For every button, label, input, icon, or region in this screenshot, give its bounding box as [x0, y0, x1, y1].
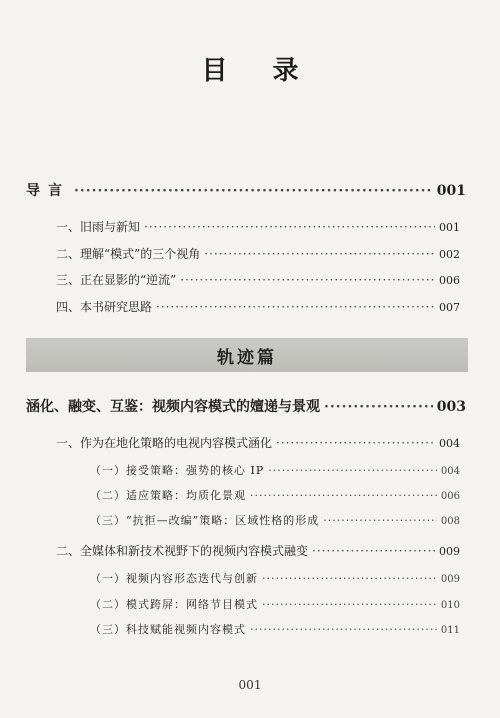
toc-entry-page: 007	[439, 301, 460, 314]
toc-entry[interactable]	[56, 298, 460, 315]
dot-leader	[250, 489, 437, 502]
section-banner	[26, 338, 468, 372]
toc-entry[interactable]	[90, 621, 460, 637]
dot-leader	[144, 220, 435, 234]
section-title: 轨迹篇	[217, 347, 277, 368]
toc-entry-page: 009	[439, 545, 460, 558]
toc-entry-label: （三）科技赋能视频内容模式	[90, 623, 246, 636]
toc-entry-label: （一）接受策略：强势的核心 IP	[90, 464, 265, 477]
toc-entry-label: 三、正在显影的“逆流”	[56, 273, 177, 287]
page-title: 目 录	[201, 56, 317, 86]
toc-entry[interactable]	[56, 271, 460, 288]
toc-entry[interactable]	[56, 245, 460, 262]
toc-entry-label: 涵化、融变、互鉴：视频内容模式的嬗递与景观	[26, 399, 320, 415]
dot-leader	[262, 598, 437, 611]
toc-entry[interactable]	[56, 218, 460, 235]
dot-leader	[180, 273, 435, 287]
toc-entry[interactable]	[56, 434, 460, 451]
toc-entry-page: 008	[440, 516, 460, 527]
toc-entry-label: 二、全媒体和新技术视野下的视频内容模式融变	[56, 544, 309, 558]
toc-entry[interactable]	[90, 596, 460, 612]
dot-leader	[323, 514, 437, 527]
toc-entry-page: 009	[440, 574, 460, 585]
toc-entry-page: 001	[436, 183, 466, 199]
toc-entry-label: 导言	[26, 183, 70, 199]
toc-entry-label: 四、本书研究思路	[56, 300, 153, 314]
toc-entry-page: 006	[440, 491, 460, 502]
toc-entry[interactable]	[90, 462, 460, 478]
toc-entry-page: 011	[440, 625, 460, 636]
toc-entry-chapter[interactable]	[26, 396, 466, 416]
dot-leader	[324, 399, 433, 415]
toc-entry-page: 001	[439, 221, 460, 234]
toc-entry-intro[interactable]	[26, 180, 466, 200]
toc-entry-page: 003	[436, 399, 466, 415]
dot-leader	[250, 623, 437, 636]
toc-entry-label: 一、旧雨与新知	[56, 220, 141, 234]
toc-entry-label: 二、理解“模式”的三个视角	[56, 247, 201, 261]
toc-entry[interactable]	[90, 570, 460, 586]
toc-entry-page: 004	[440, 466, 460, 477]
toc-entry-page: 002	[439, 248, 460, 261]
toc-entry[interactable]	[90, 487, 460, 503]
dot-leader	[268, 464, 437, 477]
toc-entry-label: （三）“抗拒—改编”策略：区域性格的形成	[90, 514, 320, 527]
toc-entry-label: （二）适应策略：均质化景观	[90, 489, 246, 502]
page-number: 001	[238, 678, 262, 692]
toc-entry-label: （二）模式跨屏：网络节目模式	[90, 598, 258, 611]
toc-entry-page: 010	[440, 600, 460, 611]
toc-entry[interactable]	[56, 542, 460, 559]
dot-leader	[204, 247, 435, 261]
toc-entry-page: 006	[439, 274, 460, 287]
dot-leader	[156, 300, 435, 314]
toc-entry-label: 一、作为在地化策略的电视内容模式涵化	[56, 436, 273, 450]
dot-leader	[276, 436, 435, 450]
dot-leader	[262, 572, 437, 585]
toc-entry-page: 004	[439, 437, 460, 450]
toc-entry[interactable]	[90, 512, 460, 528]
dot-leader	[74, 183, 433, 199]
dot-leader	[312, 544, 435, 558]
toc-entry-label: （一）视频内容形态迭代与创新	[90, 572, 258, 585]
